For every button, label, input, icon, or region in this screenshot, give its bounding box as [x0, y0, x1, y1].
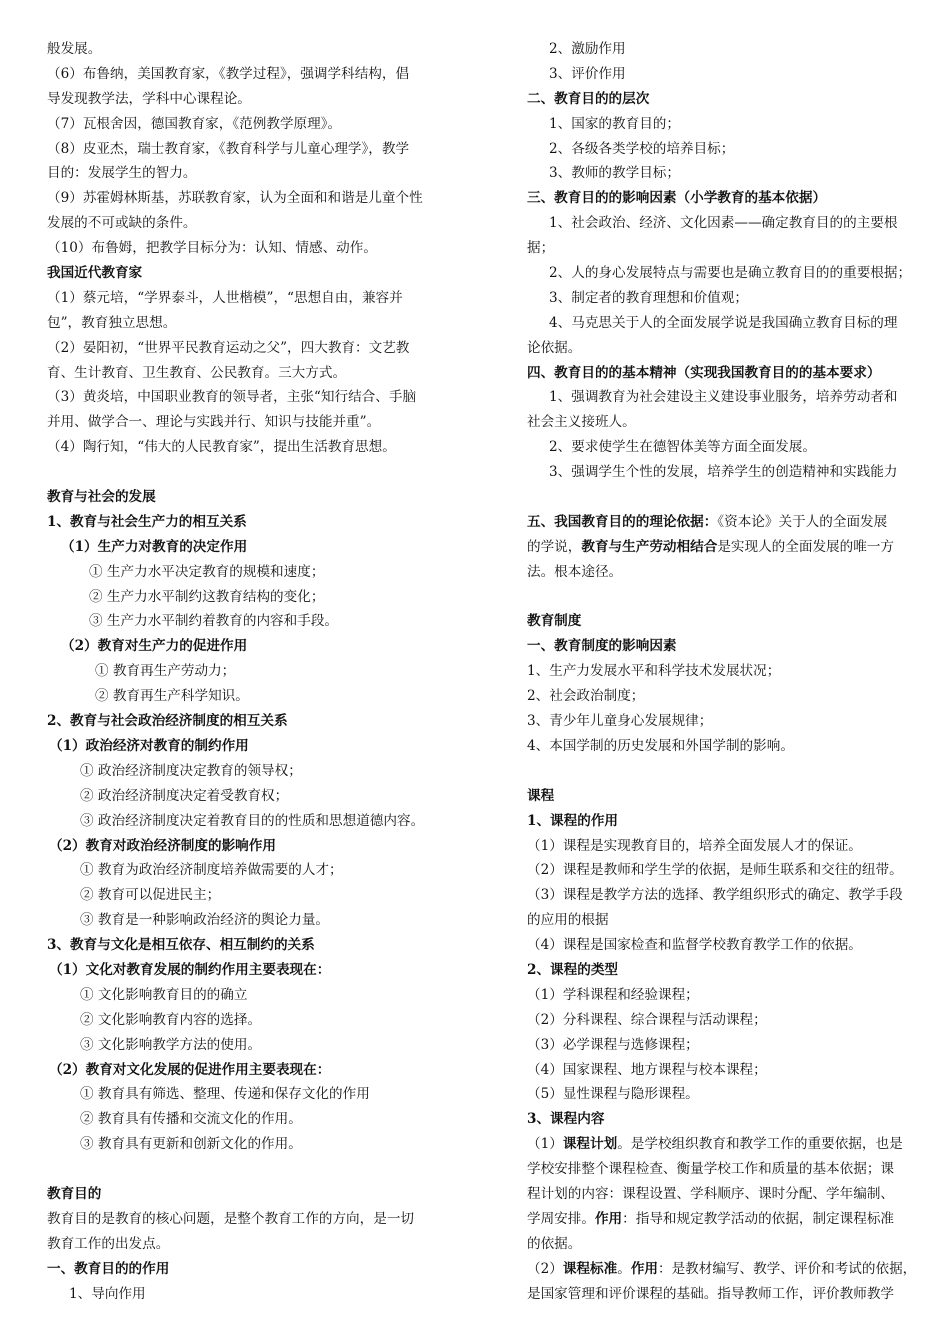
text-line: 社会主义接班人。 — [527, 414, 636, 431]
bold-span: 课程标准 — [562, 1260, 618, 1277]
text-line: （7）瓦根舍因，德国教育家，《范例教学原理》。 — [47, 115, 342, 132]
text-line: （3）课程是教学方法的选择、教学组织形式的确定、教学手段 — [527, 887, 903, 904]
text-span: 的学说， — [527, 538, 582, 555]
text-line — [527, 510, 927, 535]
text-line: 3、教师的教学目标； — [549, 165, 680, 182]
heading-line: 1、教育与社会生产力的相互关系 — [47, 513, 247, 530]
heading-line: （2）教育对文化发展的促进作用主要表现在： — [49, 1061, 331, 1078]
heading-line: 3、教育与文化是相互依存、相互制约的关系 — [47, 937, 315, 954]
blank-line — [527, 485, 927, 510]
text-line: （1）课程是实现教育目的，培养全面发展人才的保证。 — [527, 837, 862, 854]
text-line: 法。根本途径。 — [527, 563, 623, 580]
heading-line: 四、教育目的的基本精神（实现我国教育目的的基本要求） — [527, 364, 881, 381]
text-line: （1）学科课程和经验课程； — [527, 986, 699, 1003]
text-line — [527, 1257, 927, 1282]
heading-line: 教育目的 — [47, 1185, 102, 1202]
text-line: （9）苏霍姆林斯基，苏联教育家，认为全面和和谐是儿童个性 — [47, 190, 423, 207]
text-line: ③ 生产力水平制约着教育的内容和手段。 — [89, 613, 339, 630]
text-span: 。是学校组织教育和教学工作的重要依据，也是 — [617, 1136, 903, 1153]
text-line: （10）布鲁姆，把教学目标分为：认知、情感、动作。 — [47, 240, 377, 257]
text-line: ① 教育再生产劳动力； — [95, 663, 236, 680]
blank-line — [527, 585, 927, 610]
heading-line: 2、课程的类型 — [527, 961, 619, 978]
text-line: 程计划的内容：课程设置、学科顺序、课时分配、学年编制、 — [527, 1185, 895, 1202]
text-line: 2、人的身心发展特点与需要也是确立教育目的的重要根据； — [549, 265, 912, 282]
text-line: （3）必学课程与选修课程； — [527, 1036, 699, 1053]
text-line — [527, 1207, 927, 1232]
text-line: （5）显性课程与隐形课程。 — [527, 1086, 699, 1103]
text-line — [527, 535, 927, 560]
text-line: （4）陶行知，“伟大的人民教育家”，提出生活教育思想。 — [47, 439, 396, 456]
text-line: 教育目的是教育的核心问题，是整个教育工作的方向，是一切 — [47, 1210, 415, 1227]
heading-line: （1）文化对教育发展的制约作用主要表现在： — [49, 961, 331, 978]
text-line: 2、要求使学生在德智体美等方面全面发展。 — [549, 439, 816, 456]
heading-line: （1）政治经济对教育的制约作用 — [49, 737, 249, 754]
text-line: 1、社会政治、经济、文化因素——确定教育目的的主要根 — [549, 215, 898, 232]
text-line: ① 教育为政治经济制度培养做需要的人才； — [80, 862, 343, 879]
heading-line: 3、课程内容 — [527, 1111, 605, 1128]
text-line: ② 教育可以促进民主； — [80, 887, 221, 904]
text-line: ② 教育具有传播和交流文化的作用。 — [80, 1111, 302, 1128]
right-column — [527, 37, 927, 1306]
blank-line — [527, 759, 927, 784]
heading-line: 教育制度 — [527, 613, 582, 630]
text-line: 3、制定者的教育理想和价值观； — [549, 289, 748, 306]
text-line: 2、社会政治制度； — [527, 688, 645, 705]
text-line: 包”，教育独立思想。 — [47, 314, 177, 331]
text-line: 发展的不可或缺的条件。 — [47, 215, 197, 232]
text-span: 《资本论》关于人的全面发展 — [717, 513, 888, 530]
text-line: 3、青少年儿童身心发展规律； — [527, 713, 713, 730]
heading-line: 我国近代教育家 — [47, 265, 143, 282]
text-line: 育、生计教育、卫生教育、公民教育。三大方式。 — [47, 364, 347, 381]
text-line: （2）课程是教师和学生学的依据，是师生联系和交往的纽带。 — [527, 862, 903, 879]
text-line: （4）课程是国家检查和监督学校教育教学工作的依据。 — [527, 937, 862, 954]
text-line: 2、激励作用 — [549, 41, 626, 57]
text-line: 导发现教学法，学科中心课程论。 — [47, 90, 251, 107]
bold-span: 教育与生产劳动相结合 — [581, 538, 718, 555]
text-line: （3）黄炎培，中国职业教育的领导者，主张“知行结合、手脑 — [47, 389, 417, 406]
text-line: 学校安排整个课程检查、衡量学校工作和质量的基本依据；课 — [527, 1161, 895, 1178]
text-line: ① 政治经济制度决定教育的领导权； — [80, 762, 302, 779]
left-column — [47, 37, 445, 1306]
text-line: 是国家管理和评价课程的基础。指导教师工作，评价教师教学 — [527, 1285, 895, 1302]
text-line: （6）布鲁纳，美国教育家，《教学过程》，强调学科结构，倡 — [47, 65, 410, 82]
heading-line: 2、教育与社会政治经济制度的相互关系 — [47, 713, 288, 730]
text-line: 3、评价作用 — [549, 65, 626, 82]
text-line: 3、强调学生个性的发展，培养学生的创造精神和实践能力 — [549, 464, 898, 481]
text-line: 的依据。 — [527, 1235, 582, 1252]
heading-line: 课程 — [527, 787, 555, 804]
heading-line: 1、课程的作用 — [527, 812, 619, 829]
bold-span: 五、我国教育目的的理论依据： — [527, 513, 718, 530]
text-line: 2、各级各类学校的培养目标； — [549, 140, 735, 157]
text-line: ① 教育具有筛选、整理、传递和保存文化的作用 — [80, 1086, 370, 1103]
text-line: 1、国家的教育目的； — [549, 115, 680, 132]
text-span: 是实现人的全面发展的唯一方 — [717, 538, 895, 555]
text-line: （4）国家课程、地方课程与校本课程； — [527, 1061, 767, 1078]
text-line: ③ 文化影响教学方法的使用。 — [80, 1036, 262, 1053]
text-line: ③ 教育具有更新和创新文化的作用。 — [80, 1136, 302, 1153]
blank-line — [47, 1157, 445, 1182]
text-line: 4、本国学制的历史发展和外国学制的影响。 — [527, 737, 794, 754]
text-line: 的应用的根据 — [527, 912, 609, 929]
text-line: ② 政治经济制度决定着受教育权； — [80, 787, 289, 804]
bold-span: 课程计划 — [562, 1136, 618, 1153]
text-line: （8）皮亚杰，瑞士教育家，《教育科学与儿童心理学》，教学 — [47, 140, 410, 157]
heading-line: 教育与社会的发展 — [47, 489, 156, 506]
text-span: 。 — [617, 1260, 631, 1277]
text-line: （2）分科课程、综合课程与活动课程； — [527, 1011, 767, 1028]
text-line: 教育工作的出发点。 — [47, 1235, 170, 1252]
text-line: ① 文化影响教育目的的确立 — [80, 986, 248, 1003]
text-line: 1、强调教育为社会建设主义建设事业服务，培养劳动者和 — [549, 389, 898, 406]
heading-line: （1）生产力对教育的决定作用 — [61, 538, 248, 555]
heading-line: 三、教育目的的影响因素（小学教育的基本依据） — [527, 190, 827, 207]
bold-span: 作用 — [594, 1210, 623, 1227]
text-line: （1）蔡元培，“学界泰斗，人世楷模”，“思想自由，兼容并 — [47, 289, 403, 306]
text-line: 般发展。 — [47, 41, 102, 57]
text-line: ② 文化影响教育内容的选择。 — [80, 1011, 262, 1028]
text-line: 论依据。 — [527, 339, 582, 356]
text-span: （1） — [527, 1136, 563, 1153]
text-line: ③ 教育是一种影响政治经济的舆论力量。 — [80, 912, 330, 929]
text-line: （2）晏阳初，“世界平民教育运动之父”，四大教育：文艺教 — [47, 339, 410, 356]
heading-line: （2）教育对生产力的促进作用 — [61, 638, 248, 655]
blank-line — [47, 460, 445, 485]
heading-line: 一、教育制度的影响因素 — [527, 638, 677, 655]
text-line: ② 教育再生产科学知识。 — [95, 688, 249, 705]
heading-line: 二、教育目的的层次 — [527, 90, 650, 107]
text-line: ③ 政治经济制度决定着教育目的的性质和思想道德内容。 — [80, 812, 425, 829]
text-line: 据； — [527, 240, 555, 257]
text-span: ：指导和规定教学活动的依据，制定课程标准 — [622, 1210, 895, 1227]
text-line: 1、导向作用 — [69, 1285, 146, 1302]
text-line — [527, 1132, 927, 1157]
text-line: 目的：发展学生的智力。 — [47, 165, 197, 182]
text-line: 1、生产力发展水平和科学技术发展状况； — [527, 663, 781, 680]
text-span: ：是教材编写、教学、评价和考试的依据， — [658, 1260, 917, 1277]
text-line: 并用、做学合一、理论与实践并行、知识与技能并重”。 — [47, 414, 381, 431]
bold-span: 作用 — [630, 1260, 658, 1277]
text-line: ① 生产力水平决定教育的规模和速度； — [89, 563, 325, 580]
text-span: 学周安排。 — [527, 1210, 595, 1227]
text-line: 4、马克思关于人的全面发展学说是我国确立教育目标的理 — [549, 314, 898, 331]
text-line: ② 生产力水平制约这教育结构的变化； — [89, 588, 325, 605]
text-span: （2） — [527, 1260, 563, 1277]
heading-line: 一、教育目的的作用 — [47, 1260, 170, 1277]
heading-line: （2）教育对政治经济制度的影响作用 — [49, 837, 276, 854]
